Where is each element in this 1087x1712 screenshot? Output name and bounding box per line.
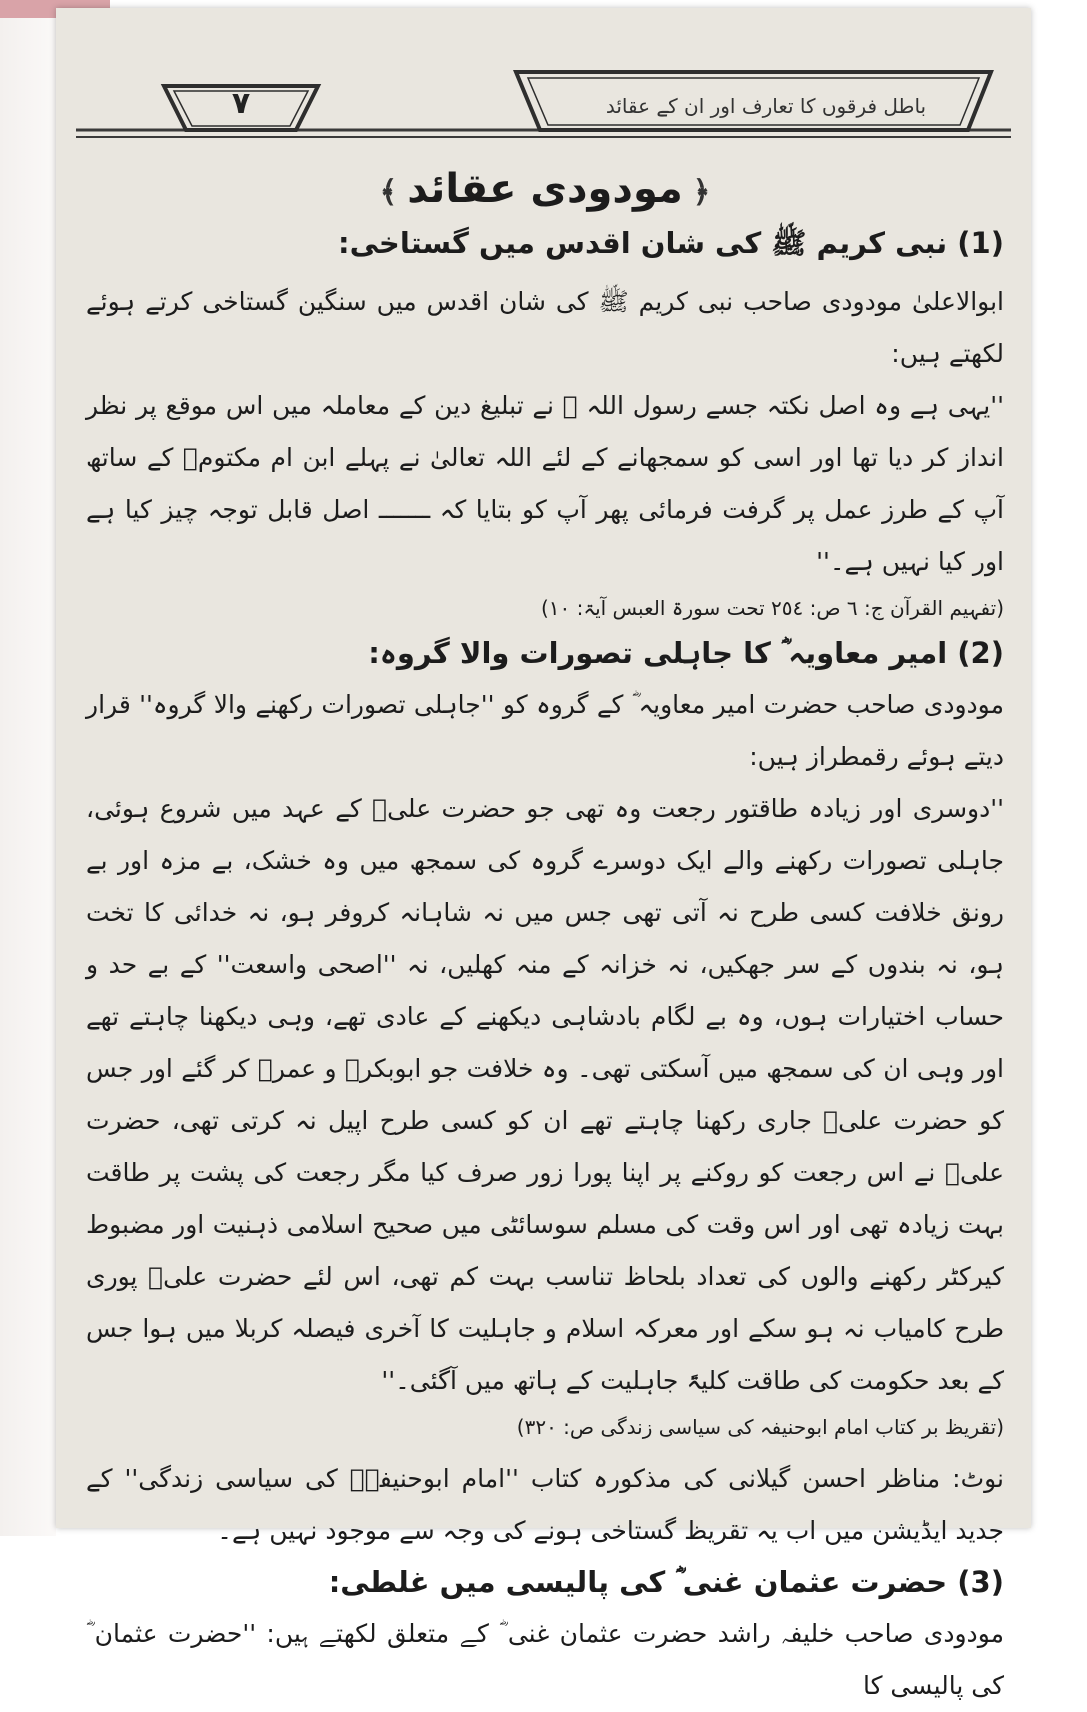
page-title	[86, 166, 1004, 212]
section-3-heading: (3) حضرت عثمان غنی ؓ کی پالیسی میں غلطی:	[328, 1565, 1004, 1599]
title-ornament-right: ﴿	[692, 175, 711, 210]
page-content	[86, 166, 1004, 1712]
page-title-text: مودودی عقائد	[407, 166, 683, 212]
book-page	[56, 8, 1031, 1700]
section-2-reference: (تقریظ بر کتاب امام ابوحنیفہ کی سیاسی زندگی ص: ٣٢٠)	[516, 1415, 1004, 1439]
title-ornament-left: ﴾	[379, 175, 398, 210]
page-number: ۷	[231, 86, 251, 121]
section-2-heading: (2) امیر معاویہ ؓ کا جاہلی تصورات والا گروہ:	[368, 636, 1004, 670]
section-1-heading: (1) نبی کریم ﷺ کی شان اقدس میں گستاخی:	[337, 226, 1004, 260]
running-head: باطل فرقوں کا تعارف اور ان کے عقائد	[605, 94, 927, 118]
left-page-edge	[0, 0, 56, 1536]
page-header-frame	[56, 8, 1031, 148]
section-2-note: نوٹ: مناظر احسن گیلانی کی مذکورہ کتاب ''امام ابوحنیفہؒ کی سیاسی زندگی'' کے جدید ایڈیشن میں اب یہ تقریظ گستاخی ہونے کی وجہ سے موجود نہیں ہے۔	[86, 1464, 1004, 1545]
section-1-quote: ''یہی ہے وہ اصل نکتہ جسے رسول اللہ ﷺ نے تبلیغ دین کے معاملہ میں اس موقع پر نظر انداز کر دیا تھا اور اسی کو سمجھانے کے لئے اللہ تعالیٰ نے پہلے ابن ام مکتومؓ کے ساتھ آپ کے طرز عمل پر گرفت فرمائی پھر آپ کو بتایا کہ ـــــــ اصل قابل توجہ چیز کیا ہے اور کیا نہیں ہے۔''	[86, 391, 1004, 576]
section-2-quote: ''دوسری اور زیادہ طاقتور رجعت وہ تھی جو حضرت علیؓ کے عہد میں شروع ہوئی، جاہلی تصورات رکھنے والے ایک دوسرے گروہ کی سمجھ میں وہ خشک، بے مزہ اور بے رونق خلافت کسی طرح نہ آتی تھی جس میں نہ شاہانہ کروفر ہو، نہ خدائی کا تخت ہو، نہ بندوں کے سر جھکیں، نہ خزانہ کے منہ کھلیں، نہ ''اصحی واسعت'' کے بے حد و حساب اختیارات ہوں، وہ بے لگام بادشاہی دیکھنے کے عادی تھے، وہی دیکھنا چاہتے تھے اور وہی ان کی سمجھ میں آسکتی تھی۔ وہ خلافت جو ابوبکرؓ و عمرؓ کر گئے اور جس کو حضرت علیؓ جاری رکھنا چاہتے تھے ان کو کسی طرح اپیل نہ کرتی تھی، حضرت علیؓ نے اس رجعت کو روکنے پر اپنا پورا زور صرف کیا مگر رجعت کی پشت پر طاقت بہت زیادہ تھی اور اس وقت کی مسلم سوسائٹی میں صحیح اسلامی ذہنیت اور مضبوط کیرکٹر رکھنے والوں کی تعداد بلحاظ تناسب بہت کم تھی، اس لئے حضرت علیؓ پوری طرح کامیاب نہ ہو سکے اور معرکہ اسلام و جاہلیت کا آخری فیصلہ کربلا میں ہوا جس کے بعد حکومت کی طاقت کلیۃً جاہلیت کے ہاتھ میں آگئی۔''	[86, 794, 1004, 1395]
section-1-reference: (تفہیم القرآن ج: ٦ ص: ٢٥٤ تحت سورۃ العبس آیۃ: ١٠)	[540, 596, 1004, 620]
section-1-intro: ابوالاعلیٰ مودودی صاحب نبی کریم ﷺ کی شان اقدس میں سنگین گستاخی کرتے ہوئے لکھتے ہیں:	[86, 287, 1004, 368]
section-2-intro: مودودی صاحب حضرت امیر معاویہ ؓ کے گروہ کو ''جاہلی تصورات رکھنے والا گروہ'' قرار دیتے ہوئے رقمطراز ہیں:	[86, 690, 1004, 771]
section-3-intro: مودودی صاحب خلیفہ راشد حضرت عثمان غنی ؓ کے متعلق لکھتے ہیں: ''حضرت عثمان ؓ کی پالیسی کا	[86, 1619, 1004, 1700]
